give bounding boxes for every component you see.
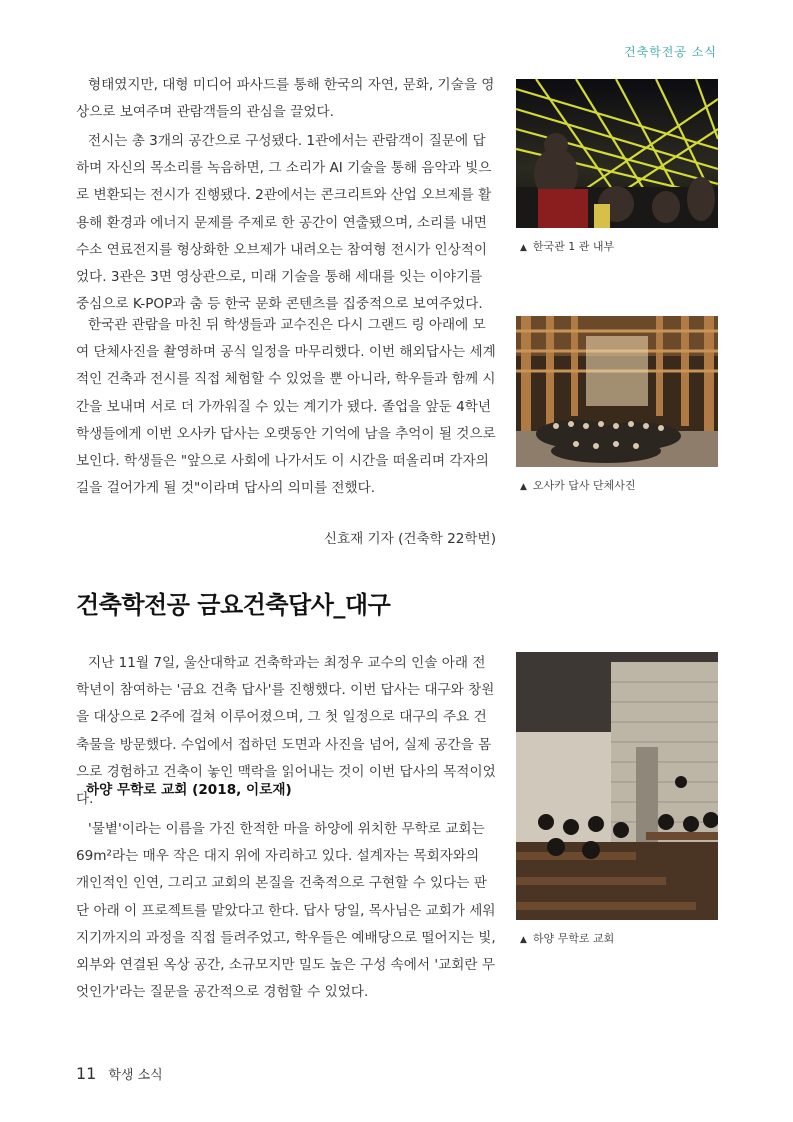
church-photo (516, 652, 718, 920)
article1-paragraph-2: 전시는 총 3개의 공간으로 구성됐다. 1관에서는 관람객이 질문에 답하며 자신의 목소리를 녹음하면, 그 소리가 AI 기술을 통해 음악과 빛으로 변환되는 전시가 진행됐다. 2관에서는 콘크리트와 산업 오브제를 활용해 환경과 에너지 문제를 주제로 한 공간이 연출됐으며, 소리를 내면 수소 연료전지를 형상화한 오브제가 내려오는 참여형 전시가 인상적이었다. 3관은 3면 영상관으로, 미래 기술을 통해 세대를 잇는 이야기를 중심으로 K-POP과 춤 등 한국 문화 콘텐츠를 집중적으로 보여주었다. (76, 133, 492, 313)
korea-pavilion-photo (516, 79, 718, 228)
article1-paragraph-3: 한국관 관람을 마친 뒤 학생들과 교수진은 다시 그랜드 링 아래에 모여 단체사진을 촬영하며 공식 일정을 마무리했다. 이번 해외답사는 세계적인 건축과 전시를 직접 체험할 수 있었을 뿐 아니라, 학우들과 함께 시간을 보내며 서로 더 가까워질 수 있는 계기가 됐다. 졸업을 앞둔 4학년 학생들에게 이번 오사카 답사는 오랫동안 기억에 남을 추억이 될 것으로 보인다. 학생들은 "앞으로 사회에 나가서도 이 시간을 떠올리며 각자의 길을 걸어가게 될 것"이라며 답사의 의미를 전했다. (76, 317, 496, 497)
article1-paragraph-1: 형태였지만, 대형 미디어 파사드를 통해 한국의 자연, 문화, 기술을 영상으로 보여주며 관람객들의 관심을 끌었다. (76, 77, 495, 121)
article-title: 건축학전공 금요건축답사_대구 (76, 591, 391, 619)
article2-body: '물볕'이라는 이름을 가진 한적한 마을 하양에 위치한 무학로 교회는 69m²라는 매우 작은 대지 위에 자리하고 있다. 설계자는 목회자와의 개인적인 인연, 그리고 교회의 본질을 건축적으로 구현할 수 있다는 판단 아래 이 프로젝트를 맡았다고 한다. 답사 당일, 목사님은 교회가 세워지기까지의 과정을 직접 들려주었고, 학우들은 예배당으로 떨어지는 빛, 외부와 연결된 옥상 공간, 소규모지만 밀도 높은 구성 속에서 '교회란 무엇인가'라는 질문을 공간적으로 경험할 수 있었다. (76, 821, 496, 1001)
photo-caption-3: ▲ 하양 무학로 교회 (520, 932, 615, 945)
triangle-icon: ▲ (520, 482, 527, 492)
article2-intro: 지난 11월 7일, 울산대학교 건축학과는 최정우 교수의 인솔 아래 전 학년이 참여하는 '금요 건축 답사'를 진행했다. 이번 답사는 대구와 창원을 대상으로 2주에 걸쳐 이루어졌으며, 그 첫 일정으로 대구의 주요 건축물을 방문했다. 수업에서 접하던 도면과 사진을 넘어, 실제 공간을 몸으로 경험하고 건축이 놓인 맥락을 읽어내는 것이 이번 답사의 목적이었다. (76, 655, 496, 808)
section-subhead: 하양 무학로 교회 (2018, 이로재) (86, 782, 292, 798)
section-header: 건축학전공 소식 (624, 45, 717, 59)
triangle-icon: ▲ (520, 243, 527, 253)
page-number: 11 (76, 1064, 97, 1083)
triangle-icon: ▲ (520, 935, 527, 945)
photo-caption-1: ▲ 한국관 1 관 내부 (520, 240, 615, 253)
footer-section: 학생 소식 (108, 1068, 163, 1083)
osaka-group-photo (516, 316, 718, 467)
byline: 신효재 기자 (건축학 22학번) (323, 531, 496, 547)
photo-caption-2: ▲ 오사카 답사 단체사진 (520, 479, 636, 492)
page-footer (76, 1064, 163, 1083)
